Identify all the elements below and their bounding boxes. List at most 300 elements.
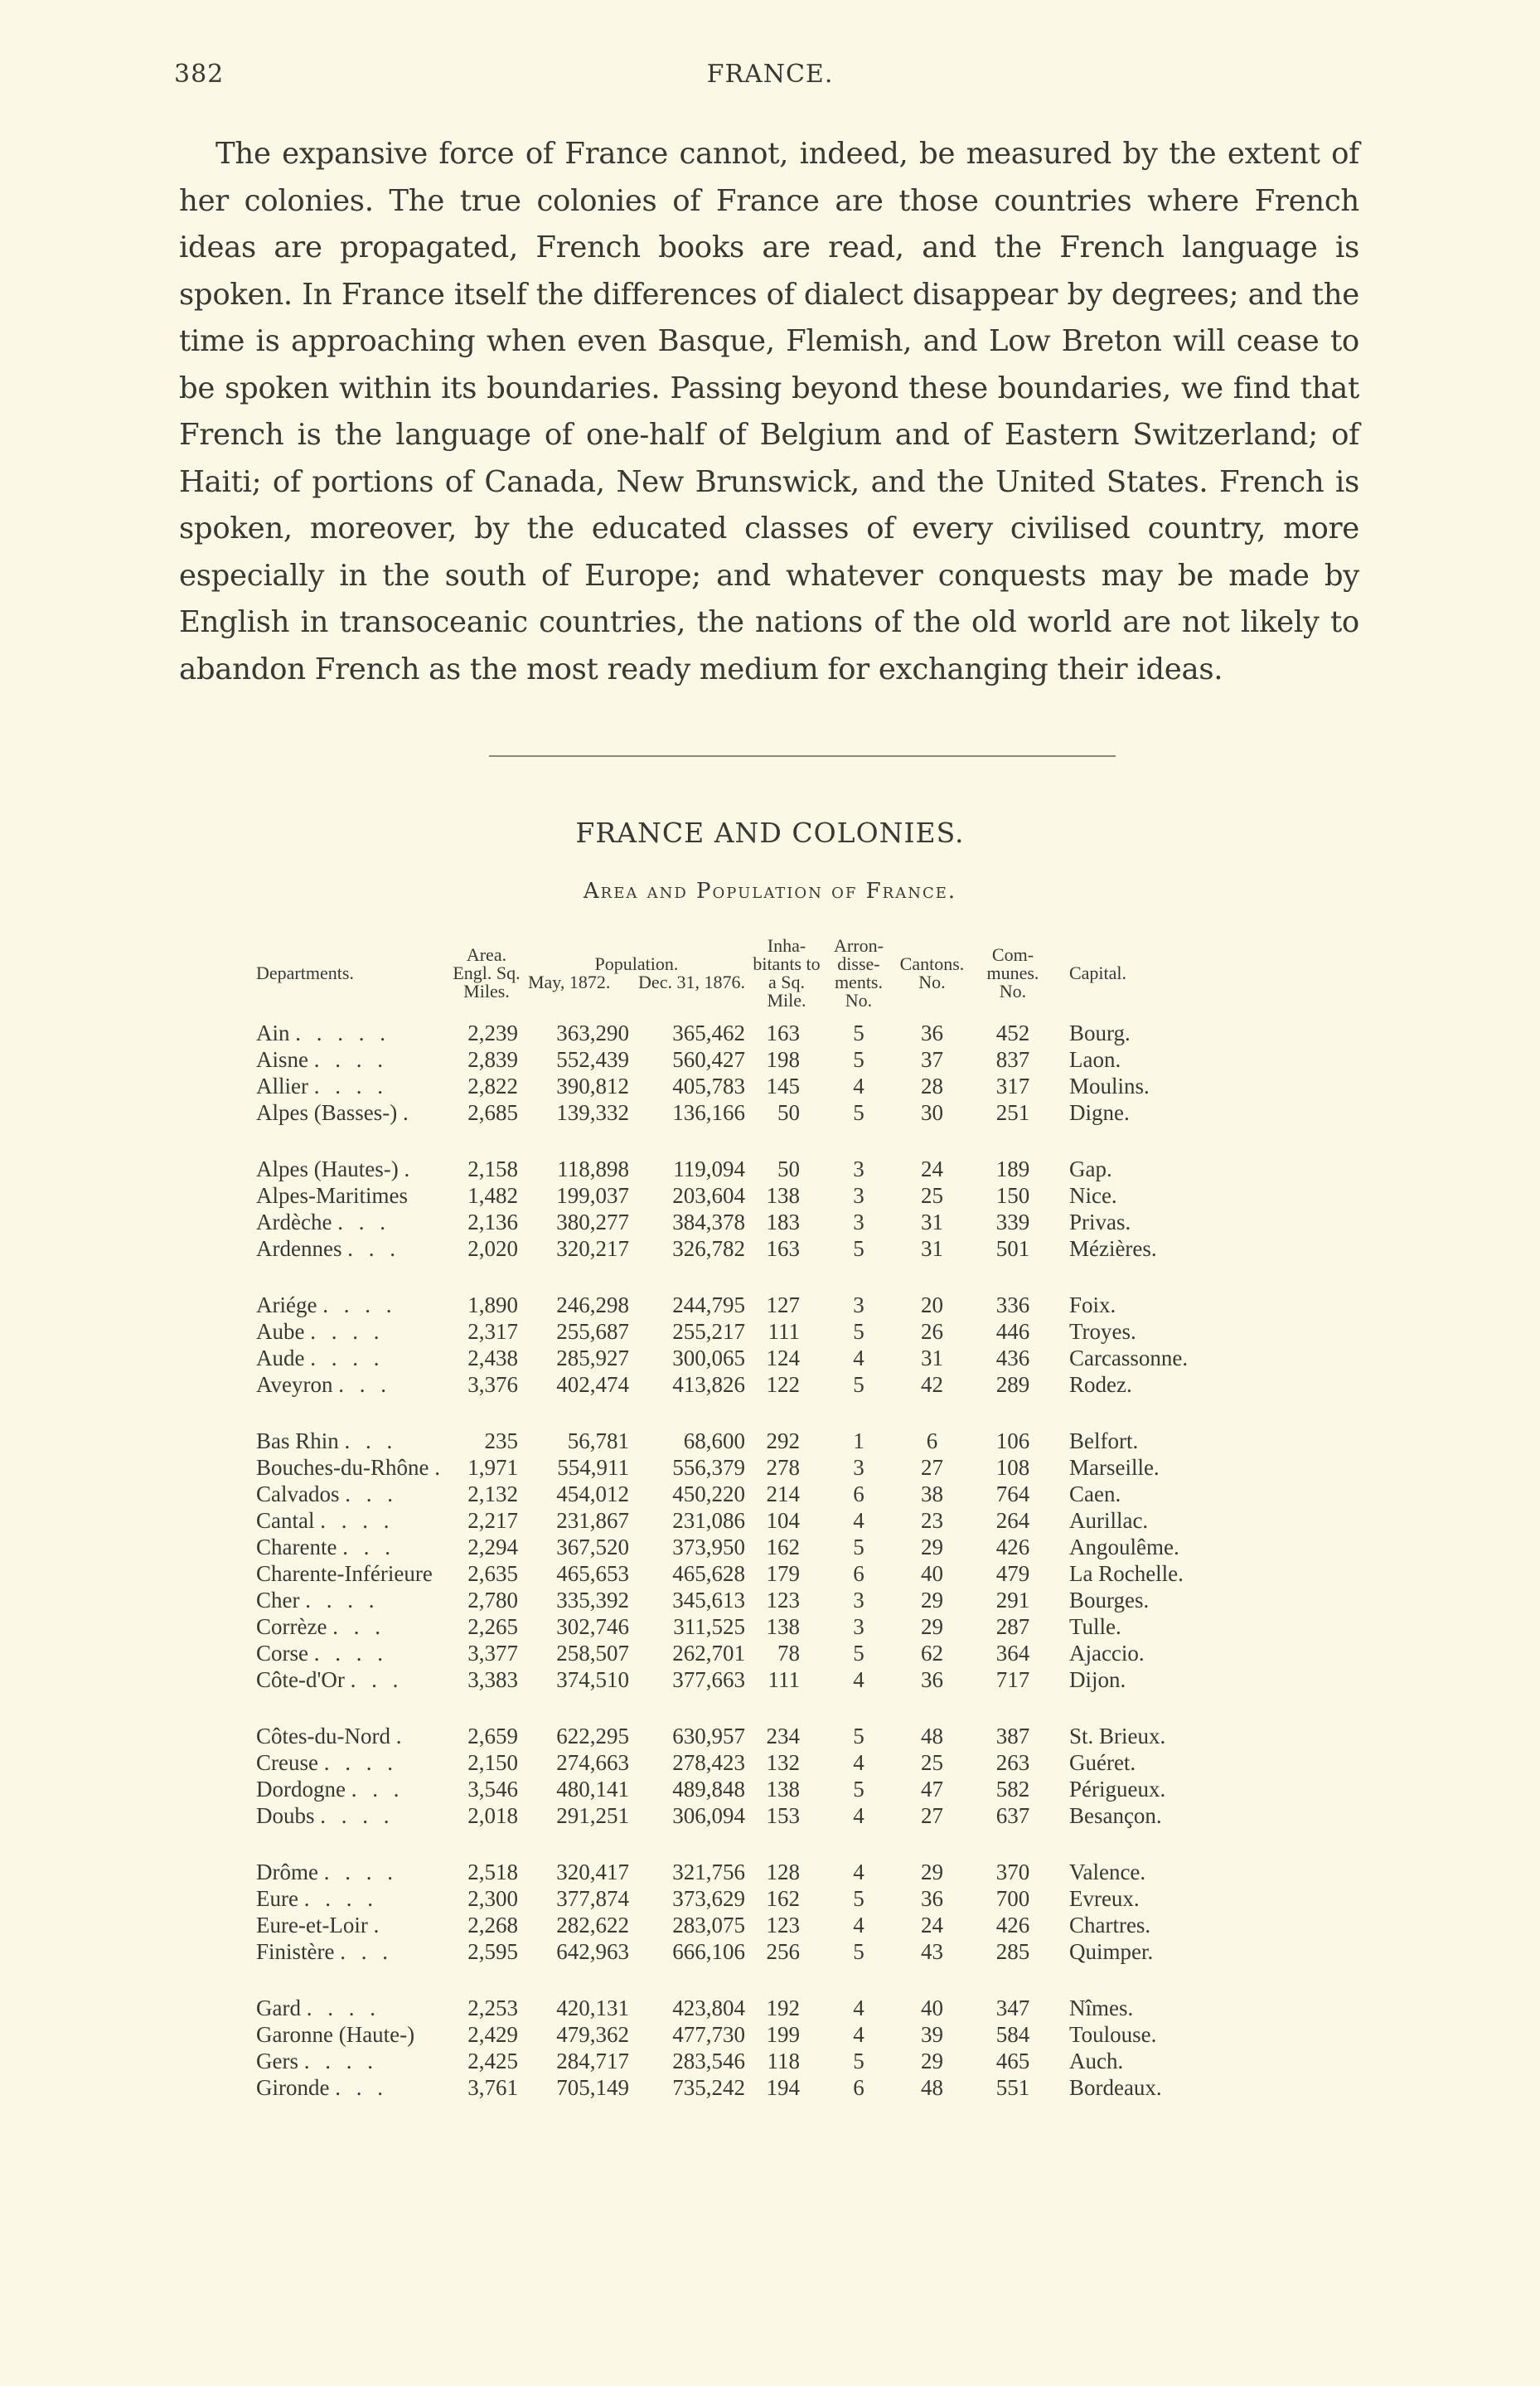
table-row: [253, 1666, 1228, 1693]
communes-cell: 426: [995, 1913, 1030, 1937]
department-name: Garonne (Haute-): [256, 2022, 415, 2047]
area-cell: 3,546: [467, 1777, 518, 1802]
area-cell: 2,132: [467, 1482, 518, 1506]
department-name: Alpes (Basses-): [256, 1100, 398, 1125]
inhabitants-cell: 50: [777, 1157, 800, 1181]
header-population: [525, 927, 748, 1020]
group-spacer: [253, 1829, 1228, 1859]
arrondissements-cell: 5: [853, 1641, 864, 1666]
area-cell: 2,659: [467, 1724, 518, 1748]
population-1872-cell: 291,251: [556, 1803, 629, 1828]
population-1876-cell: 203,604: [672, 1183, 745, 1208]
leader-dots: .: [404, 1157, 415, 1181]
capital-cell: Bourges.: [1068, 1588, 1150, 1612]
arrondissements-cell: 4: [853, 1913, 864, 1937]
arrondissements-cell: 5: [853, 1886, 864, 1911]
table-row: [253, 2048, 1228, 2074]
leader-dots: . . . .: [313, 1047, 388, 1072]
department-cell: [253, 1209, 448, 1235]
area-cell: 2,217: [467, 1508, 518, 1533]
area-population-table-container: [253, 927, 1397, 2101]
population-1876-cell: 311,525: [673, 1614, 745, 1639]
communes-cell: 584: [995, 2022, 1030, 2047]
cantons-cell: 48: [920, 2075, 943, 2100]
department-name: Doubs: [256, 1803, 315, 1828]
cantons-cell: 28: [920, 1074, 943, 1098]
table-body: [253, 1020, 1228, 2101]
table-row: [253, 2021, 1228, 2048]
table-row: [253, 1534, 1228, 1560]
department-name: Gard: [256, 1996, 301, 2020]
cantons-cell: 27: [920, 1455, 943, 1480]
population-1872-cell: 231,867: [556, 1508, 629, 1533]
leader-dots: . . . .: [322, 1292, 397, 1317]
capital-cell: Bourg.: [1068, 1021, 1131, 1045]
department-cell: [253, 1073, 448, 1099]
department-cell: [253, 2048, 448, 2074]
arrondissements-cell: 3: [853, 1157, 864, 1181]
population-1872-cell: 246,298: [556, 1292, 629, 1317]
department-cell: [253, 1099, 448, 1126]
communes-cell: 501: [995, 1236, 1030, 1261]
inhabitants-cell: 123: [766, 1913, 800, 1937]
communes-cell: 582: [995, 1777, 1030, 1802]
header-departments: Departments.: [256, 963, 354, 983]
department-name: Aude: [256, 1346, 305, 1370]
population-1872-cell: 139,332: [556, 1100, 629, 1125]
department-name: Dordogne: [256, 1777, 346, 1802]
body-paragraph: The expansive force of France cannot, indeed, be measured by the extent of her colonies. The true colonies of France are those countries where French ideas are propagated, French books are read, and the French language is spoken. In France itself the differences of dialect disappear by degrees; and the time is approaching when even Basque, Flemish, and Low Breton will cease to be spoken within its boundaries. Passing beyond these boundaries, we find that French is the language of one-half of Belgium and of Eastern Switzerland; of Haiti; of portions of Canada, New Brunswick, and the United States. French is spoken, moreover, by the educated classes of every civilised country, more especially in the south of Europe; and whatever conquests may be made by English in transoceanic countries, the nations of the old world are not likely to abandon French as the most ready medium for exchanging their ideas.: [179, 137, 1359, 686]
department-cell: [253, 1995, 448, 2021]
capital-cell: Bordeaux.: [1068, 2075, 1162, 2100]
page-number: 382: [174, 60, 225, 89]
inhabitants-cell: 292: [766, 1428, 800, 1453]
department-name: Charente: [256, 1535, 337, 1559]
communes-cell: 717: [995, 1667, 1030, 1692]
leader-dots: . . . .: [313, 1641, 388, 1666]
arrondissements-cell: 3: [853, 1614, 864, 1639]
cantons-cell: 38: [920, 1482, 943, 1506]
population-1876-cell: 262,701: [672, 1641, 745, 1666]
department-name: Bouches-du-Rhône: [256, 1455, 429, 1480]
cantons-cell: 26: [920, 1319, 943, 1344]
department-cell: [253, 1534, 448, 1560]
area-cell: 2,018: [467, 1803, 518, 1828]
population-1876-cell: 630,957: [672, 1724, 745, 1748]
population-1872-cell: 320,417: [556, 1860, 629, 1884]
population-1876-cell: 377,663: [672, 1667, 745, 1692]
inhabitants-cell: 198: [766, 1047, 800, 1072]
inhabitants-cell: 162: [766, 1886, 800, 1911]
department-cell: [253, 2021, 448, 2048]
table-row: [253, 1481, 1228, 1507]
inhabitants-cell: 278: [766, 1455, 800, 1480]
header-pop-1872: May, 1872.: [527, 972, 611, 992]
leader-dots: . . . .: [305, 1588, 380, 1612]
cantons-cell: 24: [920, 1157, 943, 1181]
inhabitants-cell: 128: [766, 1860, 800, 1884]
table-row: [253, 1371, 1228, 1398]
capital-cell: Laon.: [1068, 1047, 1121, 1072]
header-inhabitants-per-sq-mile: Inha- bitants to a Sq. Mile.: [753, 935, 821, 1011]
inhabitants-cell: 199: [766, 2022, 800, 2047]
population-1872-cell: 377,874: [556, 1886, 629, 1911]
department-cell: [253, 1235, 448, 1262]
population-1872-cell: 285,927: [556, 1346, 629, 1370]
area-cell: 2,253: [467, 1996, 518, 2020]
leader-dots: .: [395, 1724, 407, 1748]
department-name: Eure: [256, 1886, 298, 1911]
population-1876-cell: 666,106: [672, 1939, 745, 1964]
communes-cell: 339: [995, 1210, 1030, 1234]
table-row: [253, 1776, 1228, 1802]
area-population-table: [253, 927, 1228, 2101]
inhabitants-cell: 123: [766, 1588, 800, 1612]
department-name: Drôme: [256, 1860, 318, 1884]
area-cell: 2,822: [467, 1074, 518, 1098]
area-cell: 3,377: [467, 1641, 518, 1666]
capital-cell: Nice.: [1068, 1183, 1117, 1208]
department-cell: [253, 1666, 448, 1693]
arrondissements-cell: 4: [853, 1860, 864, 1884]
section-divider: [489, 755, 1116, 757]
leader-dots: . . .: [337, 1210, 390, 1234]
department-name: Gers: [256, 2049, 298, 2073]
inhabitants-cell: 111: [768, 1319, 800, 1344]
department-name: Corrèze: [256, 1614, 327, 1639]
capital-cell: Besançon.: [1068, 1803, 1162, 1828]
cantons-cell: 23: [920, 1508, 943, 1533]
capital-cell: Carcassonne.: [1068, 1346, 1189, 1370]
department-name: Ardennes: [256, 1236, 342, 1261]
arrondissements-cell: 3: [853, 1588, 864, 1612]
population-1872-cell: 479,362: [556, 2022, 629, 2047]
cantons-cell: 27: [920, 1803, 943, 1828]
area-cell: 1,890: [467, 1292, 518, 1317]
table-row: [253, 1428, 1228, 1454]
table-row: [253, 1912, 1228, 1938]
arrondissements-cell: 4: [853, 1074, 864, 1098]
population-1876-cell: 735,242: [672, 2075, 745, 2100]
inhabitants-cell: 183: [766, 1210, 800, 1234]
department-name: Ariége: [256, 1292, 317, 1317]
leader-dots: .: [434, 1455, 445, 1480]
population-1876-cell: 283,075: [672, 1913, 745, 1937]
population-1872-cell: 284,717: [556, 2049, 629, 2073]
table-row: [253, 1938, 1228, 1965]
arrondissements-cell: 5: [853, 1939, 864, 1964]
capital-cell: La Rochelle.: [1068, 1561, 1184, 1586]
population-1876-cell: 119,094: [673, 1157, 745, 1181]
communes-cell: 336: [995, 1292, 1030, 1317]
table-row: [253, 1454, 1228, 1481]
arrondissements-cell: 6: [853, 2075, 864, 2100]
department-cell: [253, 1587, 448, 1613]
capital-cell: Digne.: [1068, 1100, 1130, 1125]
communes-cell: 436: [995, 1346, 1030, 1370]
department-cell: [253, 1292, 448, 1318]
cantons-cell: 25: [920, 1183, 943, 1208]
group-spacer: [253, 1126, 1228, 1156]
population-1876-cell: 231,086: [672, 1508, 745, 1533]
communes-cell: 551: [995, 2075, 1030, 2100]
inhabitants-cell: 192: [766, 1996, 800, 2020]
arrondissements-cell: 5: [853, 1777, 864, 1802]
inhabitants-cell: 179: [766, 1561, 800, 1586]
group-spacer: [253, 1965, 1228, 1995]
capital-cell: Guéret.: [1068, 1750, 1136, 1775]
leader-dots: . . .: [351, 1777, 404, 1802]
header-arrondissements: Arron- disse- ments. No.: [834, 935, 884, 1011]
population-1872-cell: 199,037: [556, 1183, 629, 1208]
department-cell: [253, 1723, 448, 1749]
department-name: Gironde: [256, 2075, 330, 2100]
area-cell: 2,635: [467, 1561, 518, 1586]
table-row: [253, 1156, 1228, 1182]
communes-cell: 289: [995, 1372, 1030, 1397]
cantons-cell: 62: [920, 1641, 943, 1666]
table-row: [253, 1560, 1228, 1587]
communes-cell: 347: [995, 1996, 1030, 2020]
population-1872-cell: 454,012: [556, 1482, 629, 1506]
population-1876-cell: 405,783: [672, 1074, 745, 1098]
department-cell: [253, 1885, 448, 1912]
population-1872-cell: 480,141: [556, 1777, 629, 1802]
population-1872-cell: 465,653: [556, 1561, 629, 1586]
cantons-cell: 29: [920, 2049, 943, 2073]
capital-cell: Toulouse.: [1068, 2022, 1157, 2047]
leader-dots: . . . .: [303, 2049, 378, 2073]
department-cell: [253, 1428, 448, 1454]
table-row: [253, 1235, 1228, 1262]
leader-dots: . . . . .: [295, 1021, 390, 1045]
leader-dots: . . . .: [310, 1319, 385, 1344]
population-1872-cell: 420,131: [556, 1996, 629, 2020]
area-cell: 2,020: [467, 1236, 518, 1261]
inhabitants-cell: 122: [766, 1372, 800, 1397]
inhabitants-cell: 124: [766, 1346, 800, 1370]
communes-cell: 291: [995, 1588, 1030, 1612]
arrondissements-cell: 5: [853, 1047, 864, 1072]
department-cell: [253, 1182, 448, 1209]
table-row: [253, 2074, 1228, 2101]
cantons-cell: 20: [920, 1292, 943, 1317]
population-1876-cell: 136,166: [672, 1100, 745, 1125]
communes-cell: 465: [995, 2049, 1030, 2073]
inhabitants-cell: 145: [766, 1074, 800, 1098]
inhabitants-cell: 153: [766, 1803, 800, 1828]
leader-dots: . . .: [332, 1614, 385, 1639]
inhabitants-cell: 50: [777, 1100, 800, 1125]
department-name: Calvados: [256, 1482, 340, 1506]
capital-cell: Valence.: [1068, 1860, 1146, 1884]
communes-cell: 479: [995, 1561, 1030, 1586]
department-cell: [253, 1156, 448, 1182]
cantons-cell: 31: [920, 1236, 943, 1261]
group-spacer: [253, 1398, 1228, 1428]
communes-cell: 317: [995, 1074, 1030, 1098]
population-1872-cell: 320,217: [556, 1236, 629, 1261]
arrondissements-cell: 5: [853, 1372, 864, 1397]
inhabitants-cell: 163: [766, 1021, 800, 1045]
capital-cell: Gap.: [1068, 1157, 1112, 1181]
population-1872-cell: 56,781: [567, 1428, 629, 1453]
table-row: [253, 1099, 1228, 1126]
area-cell: 2,300: [467, 1886, 518, 1911]
area-cell: 2,294: [467, 1535, 518, 1559]
table-row: [253, 1345, 1228, 1371]
cantons-cell: 47: [920, 1777, 943, 1802]
inhabitants-cell: 162: [766, 1535, 800, 1559]
table-row: [253, 1020, 1228, 1046]
inhabitants-cell: 104: [766, 1508, 800, 1533]
population-1876-cell: 326,782: [672, 1236, 745, 1261]
department-name: Cher: [256, 1588, 300, 1612]
capital-cell: Tulle.: [1068, 1614, 1121, 1639]
inhabitants-cell: 194: [766, 2075, 800, 2100]
leader-dots: . . . .: [320, 1803, 395, 1828]
population-1872-cell: 367,520: [556, 1535, 629, 1559]
leader-dots: . . . .: [306, 1996, 380, 2020]
leader-dots: . . .: [350, 1667, 404, 1692]
header-pop-1876: Dec. 31, 1876.: [638, 972, 745, 992]
cantons-cell: 42: [920, 1372, 943, 1397]
department-cell: [253, 1560, 448, 1587]
cantons-cell: 39: [920, 2022, 943, 2047]
population-1876-cell: 423,804: [672, 1996, 745, 2020]
communes-cell: 764: [995, 1482, 1030, 1506]
header-cantons: Cantons. No.: [899, 953, 965, 992]
capital-cell: St. Brieux.: [1068, 1724, 1166, 1748]
population-1872-cell: 282,622: [556, 1913, 629, 1937]
leader-dots: .: [373, 1913, 385, 1937]
department-name: Alpes (Hautes-): [256, 1157, 399, 1181]
capital-cell: Rodez.: [1068, 1372, 1132, 1397]
population-1872-cell: 705,149: [556, 2075, 629, 2100]
cantons-cell: 6: [926, 1428, 938, 1453]
group-spacer: [253, 1693, 1228, 1723]
inhabitants-cell: 111: [768, 1667, 800, 1692]
leader-dots: . . . .: [303, 1886, 378, 1911]
communes-cell: 263: [995, 1750, 1030, 1775]
communes-cell: 452: [995, 1021, 1030, 1045]
population-1872-cell: 255,687: [556, 1319, 629, 1344]
population-1876-cell: 489,848: [672, 1777, 745, 1802]
population-1876-cell: 413,826: [672, 1372, 745, 1397]
table-row: [253, 1507, 1228, 1534]
department-name: Alpes-Maritimes: [256, 1183, 408, 1208]
inhabitants-cell: 78: [777, 1641, 800, 1666]
arrondissements-cell: 5: [853, 1319, 864, 1344]
area-cell: 2,518: [467, 1860, 518, 1884]
capital-cell: Quimper.: [1068, 1939, 1154, 1964]
department-name: Aisne: [256, 1047, 308, 1072]
population-1872-cell: 302,746: [556, 1614, 629, 1639]
cantons-cell: 25: [920, 1750, 943, 1775]
population-1876-cell: 306,094: [672, 1803, 745, 1828]
arrondissements-cell: 3: [853, 1210, 864, 1234]
population-1872-cell: 642,963: [556, 1939, 629, 1964]
communes-cell: 108: [995, 1455, 1030, 1480]
communes-cell: 387: [995, 1724, 1030, 1748]
inhabitants-cell: 132: [766, 1750, 800, 1775]
capital-cell: Dijon.: [1068, 1667, 1126, 1692]
leader-dots: . . .: [340, 1939, 393, 1964]
capital-cell: Evreux.: [1068, 1886, 1140, 1911]
department-name: Ain: [256, 1021, 290, 1045]
department-cell: [253, 1640, 448, 1666]
table-title: FRANCE AND COLONIES.: [575, 817, 965, 849]
population-1872-cell: 554,911: [557, 1455, 629, 1480]
leader-dots: . . .: [347, 1236, 400, 1261]
leader-dots: . . . .: [313, 1074, 388, 1098]
arrondissements-cell: 3: [853, 1292, 864, 1317]
population-1872-cell: 552,439: [556, 1047, 629, 1072]
communes-cell: 637: [995, 1803, 1030, 1828]
table-subtitle: Area and Population of France.: [583, 879, 957, 904]
cantons-cell: 43: [920, 1939, 943, 1964]
department-cell: [253, 1859, 448, 1885]
area-cell: 2,438: [467, 1346, 518, 1370]
department-cell: [253, 1776, 448, 1802]
header-capital: Capital.: [1068, 963, 1127, 983]
inhabitants-cell: 234: [766, 1724, 800, 1748]
department-name: Bas Rhin: [256, 1428, 339, 1453]
population-1876-cell: 465,628: [672, 1561, 745, 1586]
capital-cell: Marseille.: [1068, 1455, 1160, 1480]
area-cell: 2,268: [467, 1913, 518, 1937]
area-cell: 1,482: [467, 1183, 518, 1208]
arrondissements-cell: 5: [853, 1535, 864, 1559]
capital-cell: Troyes.: [1068, 1319, 1136, 1344]
communes-cell: 287: [995, 1614, 1030, 1639]
table-row: [253, 1613, 1228, 1640]
inhabitants-cell: 138: [766, 1183, 800, 1208]
communes-cell: 189: [995, 1157, 1030, 1181]
population-1876-cell: 321,756: [672, 1860, 745, 1884]
department-cell: [253, 2074, 448, 2101]
area-cell: 2,158: [467, 1157, 518, 1181]
arrondissements-cell: 3: [853, 1183, 864, 1208]
population-1876-cell: 556,379: [672, 1455, 745, 1480]
leader-dots: .: [402, 1100, 414, 1125]
cantons-cell: 29: [920, 1860, 943, 1884]
population-1876-cell: 68,600: [683, 1428, 745, 1453]
area-cell: 235: [484, 1428, 518, 1453]
arrondissements-cell: 5: [853, 1236, 864, 1261]
department-name: Aveyron: [256, 1372, 333, 1397]
population-1872-cell: 380,277: [556, 1210, 629, 1234]
table-row: [253, 1802, 1228, 1829]
department-name: Charente-Inférieure: [256, 1561, 433, 1586]
department-cell: [253, 1345, 448, 1371]
cantons-cell: 30: [920, 1100, 943, 1125]
population-1876-cell: 384,378: [672, 1210, 745, 1234]
table-row: [253, 1859, 1228, 1885]
leader-dots: . . . .: [323, 1860, 398, 1884]
capital-cell: Moulins.: [1068, 1074, 1150, 1098]
table-header: [253, 927, 1228, 1020]
department-cell: [253, 1912, 448, 1938]
department-cell: [253, 1481, 448, 1507]
department-name: Cantal: [256, 1508, 315, 1533]
table-row: [253, 1182, 1228, 1209]
table-row: [253, 1209, 1228, 1235]
population-1872-cell: 258,507: [556, 1641, 629, 1666]
leader-dots: . . .: [344, 1428, 398, 1453]
inhabitants-cell: 118: [767, 2049, 800, 2073]
population-1872-cell: 274,663: [556, 1750, 629, 1775]
